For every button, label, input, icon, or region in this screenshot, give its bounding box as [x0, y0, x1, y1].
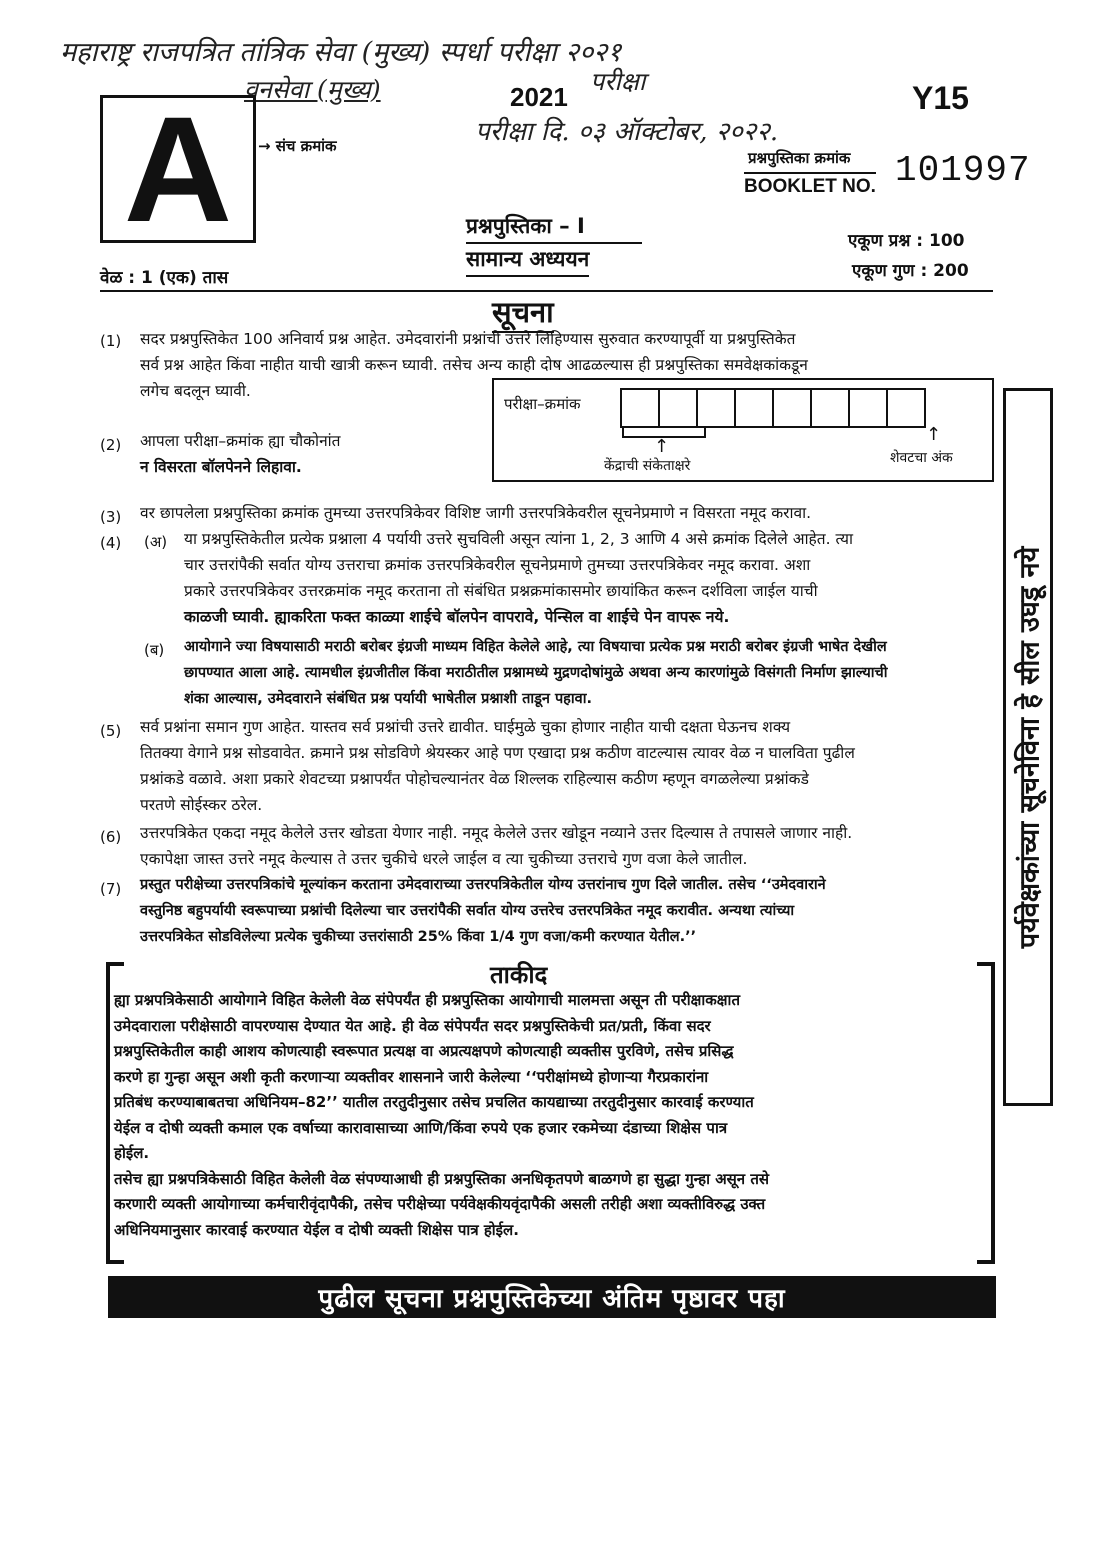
roll-cell[interactable] — [696, 388, 736, 428]
instruction-text — [140, 428, 480, 480]
instruction-number: (4) — [100, 534, 122, 552]
instruction-line: तितक्या वेगाने प्रश्न सोडवावेत. क्रमाने प्रश्न सोडविणे श्रेयस्कर आहे पण एखादा प्रश्न कठीण वाटल्यास त्यावर वेळ न घालविता पुढील — [140, 744, 855, 762]
exam-year: 2021 — [510, 82, 568, 112]
warning-title: ताकीद — [490, 961, 548, 989]
roll-number-label: परीक्षा–क्रमांक — [504, 395, 581, 413]
instruction-line: शंका आल्यास, उमेदवाराने संबंधित प्रश्न पर्यायी भाषेतील प्रश्नाशी ताडून पहावा. — [184, 691, 592, 707]
instruction-line: उत्तरपत्रिकेत एकदा नमूद केलेले उत्तर खोडता येणार नाही. नमूद केलेले उत्तर खोडून नव्याने उत्तर दिल्यास ते तपासले जाणार नाही. — [140, 824, 853, 842]
instruction-line: प्रस्तुत परीक्षेच्या उत्तरपत्रिकांचे मूल्यांकन करताना उमेदवाराच्या उत्तरपत्रिकेतील योग्य उत्तरांनाच गुण दिले जातील. तसेच ‘‘उमेदवाराने — [140, 877, 826, 893]
paper-title: प्रश्नपुस्तिका – I — [466, 212, 642, 244]
roll-cell[interactable] — [734, 388, 774, 428]
handwritten-exam-title: महाराष्ट्र राजपत्रित तांत्रिक सेवा (मुख्य) स्पर्धा परीक्षा २०२१ — [60, 37, 622, 68]
set-label: → संच क्रमांक — [258, 137, 337, 155]
instruction-text — [140, 872, 1000, 950]
warning-line: येईल व दोषी व्यक्ती कमाल एक वर्षाच्या कारावासाच्या आणि/किंवा रुपये एक हजार रकमेच्या दंडाच्या शिक्षेस पात्र — [114, 1118, 728, 1137]
set-letter: A — [123, 85, 233, 253]
arrow-up-icon: ↑ — [654, 436, 670, 457]
instruction-line: वर छापलेला प्रश्नपुस्तिका क्रमांक तुमच्या उत्तरपत्रिकेवर विशिष्ट जागी उत्तरपत्रिकेवरील सूचनेप्रमाणे न विसरता नमूद करावा. — [140, 504, 812, 522]
warning-text — [114, 988, 984, 1243]
instruction-number: (2) — [100, 436, 122, 454]
booklet-number: 101997 — [895, 150, 1031, 191]
instruction-line: एकापेक्षा जास्त उत्तरे नमूद केल्यास ते उत्तर चुकीचे धरले जाईल व त्या चुकीच्या उत्तराचे गुण वजा केले जातील. — [140, 850, 748, 868]
roll-cell[interactable] — [810, 388, 850, 428]
roll-number-cells[interactable] — [622, 388, 926, 428]
instruction-line: सदर प्रश्नपुस्तिकेत 100 अनिवार्य प्रश्न आहेत. उमेदवारांनी प्रश्नांची उत्तरे लिहिण्यास सुरुवात करण्यापूर्वी या प्रश्नपुस्तिकेत — [140, 330, 796, 348]
instructions-heading: सूचना — [492, 292, 554, 333]
warning-line: तसेच ह्या प्रश्नपत्रिकेसाठी विहित केलेली वेळ संपण्याआधी ही प्रश्नपुस्तिका अनधिकृतपणे बाळगणे हा सुद्धा गुन्हा असून तसे — [114, 1169, 770, 1188]
handwritten-exam-date: परीक्षा दि. ०३ ऑक्टोबर, २०२२. — [475, 117, 779, 147]
instruction-line: परतणे सोईस्कर ठरेल. — [140, 796, 263, 814]
roll-cell[interactable] — [886, 388, 926, 428]
instruction-line: आयोगाने ज्या विषयासाठी मराठी बरोबर इंग्रजी माध्यम विहित केलेले आहे, त्या विषयाचा प्रत्येक प्रश्न मराठी बरोबर इंग्रजी भाषेत देखील — [184, 639, 887, 655]
instruction-line: उत्तरपत्रिकेत सोडविलेल्या प्रत्येक चुकीच्या उत्तरांसाठी 25% किंवा 1/4 गुण वजा/कमी करण्यात येतील.’’ — [140, 929, 697, 945]
instruction-text — [184, 634, 999, 712]
subject: सामान्य अध्ययन — [466, 245, 589, 277]
instruction-text — [140, 820, 1000, 872]
seal-notice-box — [1003, 388, 1053, 1106]
instruction-line: प्रकारे उत्तरपत्रिकेवर उत्तरक्रमांक नमूद करताना तो संबंधित प्रश्नक्रमांकासमोर छायांकित करून दर्शविला जाईल याची — [184, 582, 818, 600]
handwritten-exam-word: परीक्षा — [590, 67, 646, 96]
warning-line: अधिनियमानुसार कारवाई करण्यात येईल व दोषी व्यक्ती शिक्षेस पात्र होईल. — [114, 1220, 519, 1239]
total-questions: एकूण प्रश्न : 100 — [848, 231, 965, 251]
instruction-text — [140, 500, 1000, 526]
instruction-sub-number: (ब) — [144, 641, 165, 659]
set-letter-box — [100, 85, 256, 253]
total-marks: एकूण गुण : 200 — [852, 261, 969, 281]
roll-cell[interactable] — [772, 388, 812, 428]
instruction-text — [184, 526, 994, 630]
instruction-line: वस्तुनिष्ठ बहुपर्यायी स्वरूपाच्या प्रश्नांची दिलेल्या चार उत्तरांपैकी सर्वात योग्य उत्तरेच उत्तरपत्रिकेत नमूद करावीत. अन्यथा त्यांच्या — [140, 903, 795, 919]
instruction-number: (3) — [100, 508, 122, 526]
arrow-up-icon: ↑ — [926, 424, 942, 445]
booklet-label-mr: प्रश्नपुस्तिका क्रमांक — [748, 149, 851, 167]
paper-code: Y15 — [912, 80, 969, 116]
instruction-line: न विसरता बॉलपेनने लिहावा. — [140, 458, 302, 476]
roll-number-box — [492, 378, 994, 482]
handwritten-service: वनसेवा (मुख्य) — [244, 75, 381, 104]
instruction-number: (7) — [100, 880, 122, 898]
warning-line: ह्या प्रश्नपत्रिकेसाठी आयोगाने विहित केलेली वेळ संपेपर्यंत ही प्रश्नपुस्तिका आयोगाची मालमत्ता असून ती परीक्षाकक्षात — [114, 991, 740, 1009]
warning-box — [100, 958, 997, 1266]
instruction-line: प्रश्नांकडे वळावे. अशा प्रकारे शेवटच्या प्रश्नापर्यंत पोहोचल्यानंतर वेळ शिल्लक राहिल्यास कठीण म्हणून वगळलेल्या प्रश्नांकडे — [140, 770, 809, 788]
time-allowed: वेळ : 1 (एक) तास — [100, 268, 229, 288]
warning-line: करणारी व्यक्ती आयोगाच्या कर्मचारीवृंदापैकी, तसेच परीक्षेच्या पर्यवेक्षकीयवृंदापैकी असली तरीही अशा व्यक्तीविरुद्ध उक्त — [114, 1195, 766, 1213]
booklet-label-en: BOOKLET NO. — [744, 172, 876, 198]
centre-code-label: केंद्राची संकेताक्षरे — [604, 458, 691, 474]
roll-cell[interactable] — [658, 388, 698, 428]
roll-cell[interactable] — [620, 388, 660, 428]
instruction-line: सर्व प्रश्नांना समान गुण आहेत. यास्तव सर्व प्रश्नांची उत्तरे द्यावीत. घाईमुळे चुका होणार नाहीत याची दक्षता घेऊनच शक्य — [140, 718, 791, 736]
last-digit-label: शेवटचा अंक — [890, 450, 953, 466]
seal-notice-text: पर्यवेक्षकांच्या सूचनेविना हे सील उघडू नये — [1014, 546, 1046, 948]
warning-line: होईल. — [114, 1144, 150, 1162]
instruction-line: सर्व प्रश्न आहेत किंवा नाहीत याची खात्री करून घ्यावी. तसेच अन्य काही दोष आढळल्यास ही प्रश्नपुस्तिका समवेक्षकांकडून — [140, 356, 808, 374]
instruction-sub-number: (अ) — [144, 533, 168, 551]
instruction-line: या प्रश्नपुस्तिकेतील प्रत्येक प्रश्नाला 4 पर्यायी उत्तरे सुचविली असून त्यांना 1, 2, 3 आणि 4 असे क्रमांक दिलेले आहेत. त्या — [184, 530, 853, 548]
warning-line: प्रश्नपुस्तिकेतील काही आशय कोणत्याही स्वरूपात प्रत्यक्ष वा अप्रत्यक्षपणे कोणत्याही व्यक्तीस पुरविणे, तसेच प्रसिद्ध — [114, 1042, 734, 1060]
instruction-line: चार उत्तरांपैकी सर्वात योग्य उत्तराचा क्रमांक उत्तरपत्रिकेवरील सूचनेप्रमाणे तुमच्या उत्तरपत्रिकेवर नमूद करावा. अशा — [184, 556, 811, 574]
roll-cell[interactable] — [848, 388, 888, 428]
warning-line: करणे हा गुन्हा असून अशी कृती करणाऱ्या व्यक्तीवर शासनाने जारी केलेल्या ‘‘परीक्षांमध्ये होणाऱ्या गैरप्रकारांना — [114, 1067, 709, 1086]
instruction-line: छापण्यात आला आहे. त्यामधील इंग्रजीतील किंवा मराठीतील प्रश्नामध्ये मुद्रणदोषांमुळे अथवा अन्य कारणांमुळे विसंगती निर्माण झाल्याची — [184, 665, 888, 681]
warning-line: उमेदवाराला परीक्षेसाठी वापरण्यास देण्यात येत आहे. ही वेळ संपेपर्यंत सदर प्रश्नपुस्तिकेची प्रत/प्रती, किंवा सदर — [114, 1016, 711, 1035]
instruction-number: (5) — [100, 722, 122, 740]
instruction-number: (6) — [100, 828, 122, 846]
instruction-line: लगेच बदलून घ्यावी. — [140, 382, 251, 400]
instruction-line: काळजी घ्यावी. ह्याकरिता फक्त काळ्या शाईचे बॉलपेन वापरावे, पेन्सिल वा शाईचे पेन वापरू नये. — [184, 608, 730, 626]
instruction-line: आपला परीक्षा–क्रमांक ह्या चौकोनांत — [140, 432, 341, 450]
instruction-number: (1) — [100, 332, 122, 350]
footer-banner: पुढील सूचना प्रश्नपुस्तिकेच्या अंतिम पृष्ठावर पहा — [108, 1276, 996, 1318]
warning-line: प्रतिबंध करण्याबाबतचा अधिनियम–82’’ यातील तरतुदीनुसार तसेच प्रचलित कायद्याच्या तरतुदीनुसार कारवाई करण्यात — [114, 1093, 754, 1111]
instruction-text — [140, 714, 1000, 818]
